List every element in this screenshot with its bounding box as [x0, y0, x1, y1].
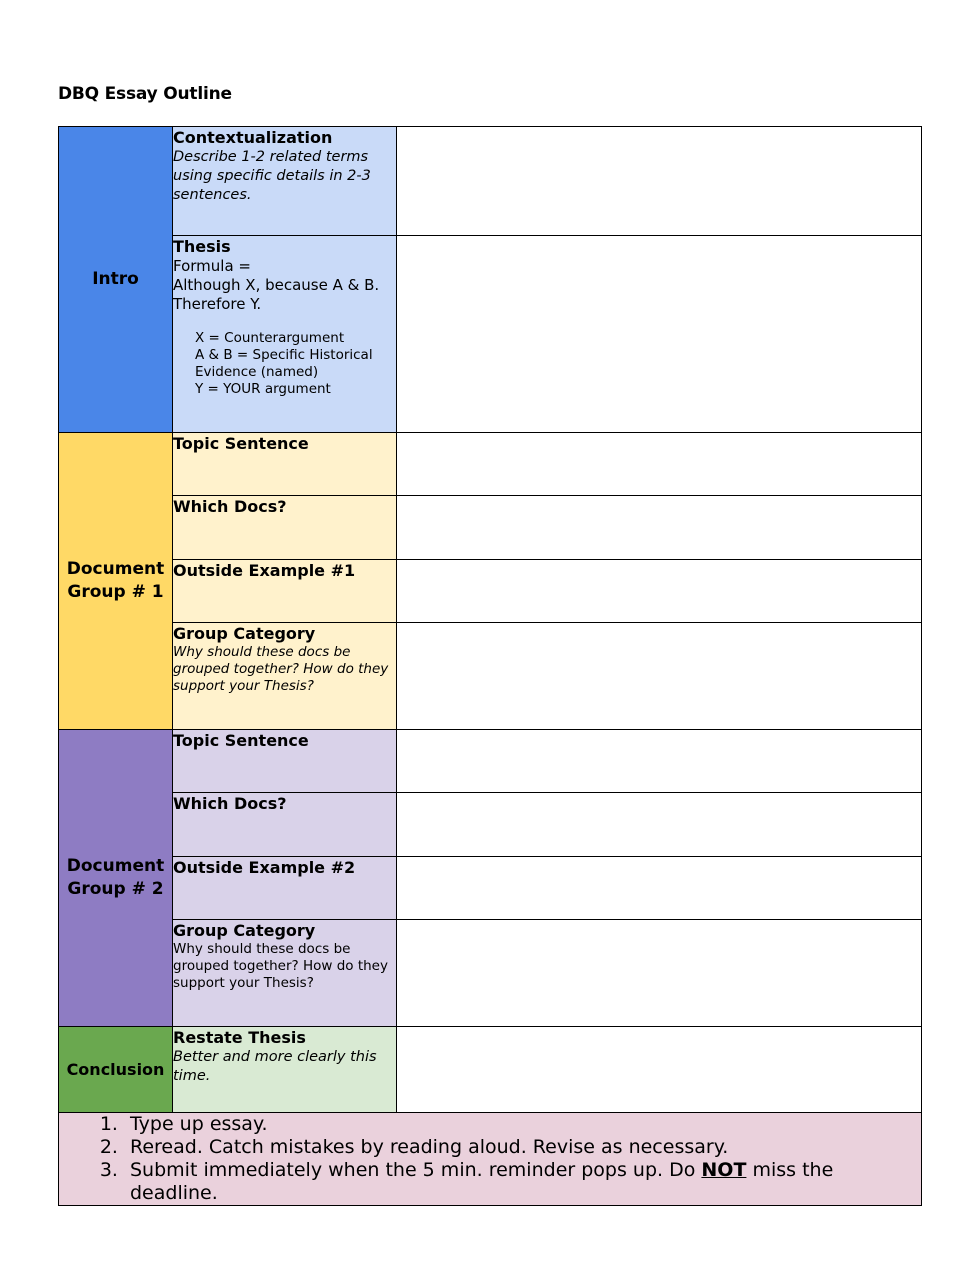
label-restate-thesis: [173, 1027, 397, 1113]
answer-g1-docs[interactable]: [397, 496, 922, 560]
section-document-group-2: Document Group # 2: [59, 730, 173, 1027]
g2-category-desc: Why should these docs be grouped together? How do they support your Thesis?: [173, 941, 388, 991]
answer-g2-outside[interactable]: [397, 857, 922, 920]
contextualization-desc: Describe 1-2 related terms using specific details in 2-3 sentences.: [173, 149, 371, 203]
row-g1-topic: [59, 433, 922, 496]
restate-thesis-desc: Better and more clearly this time.: [173, 1049, 377, 1084]
row-g2-topic: [59, 730, 922, 793]
step-3-emphasis: NOT: [701, 1159, 747, 1181]
label-g1-outside: [173, 560, 397, 623]
thesis-formula: Although X, because A & B. Therefore Y.: [173, 276, 380, 313]
label-contextualization: [173, 127, 397, 236]
restate-thesis-title: Restate Thesis: [173, 1028, 306, 1047]
row-g2-docs: [59, 793, 922, 857]
step-1: 1. Type up essay.: [124, 1113, 921, 1136]
answer-g2-docs[interactable]: [397, 793, 922, 857]
steps-list: [59, 1113, 921, 1205]
g2-topic-title: Topic Sentence: [173, 731, 309, 750]
step-3-text-end: miss the deadline.: [130, 1159, 834, 1204]
g2-category-title: Group Category: [173, 921, 316, 940]
row-g1-docs: [59, 496, 922, 560]
answer-g1-topic[interactable]: [397, 433, 922, 496]
row-steps: [59, 1113, 922, 1206]
steps-box: [59, 1113, 922, 1206]
g1-category-desc: Why should these docs be grouped together? How do they support your Thesis?: [173, 644, 389, 694]
g1-topic-title: Topic Sentence: [173, 434, 309, 453]
label-g2-topic: [173, 730, 397, 793]
answer-g2-category[interactable]: [397, 920, 922, 1027]
label-g2-docs: [173, 793, 397, 857]
answer-contextualization[interactable]: [397, 127, 922, 236]
answer-g1-category[interactable]: [397, 623, 922, 730]
row-g2-outside: [59, 857, 922, 920]
label-g1-category: [173, 623, 397, 730]
answer-conclusion[interactable]: [397, 1027, 922, 1113]
answer-g2-topic[interactable]: [397, 730, 922, 793]
answer-thesis[interactable]: [397, 236, 922, 433]
thesis-key-x: X = Counterargument: [195, 330, 345, 346]
g1-category-title: Group Category: [173, 624, 316, 643]
outline-table: [58, 126, 922, 1206]
thesis-formula-key: [195, 330, 396, 398]
row-thesis: [59, 236, 922, 433]
row-conclusion: [59, 1027, 922, 1113]
contextualization-title: Contextualization: [173, 128, 333, 147]
g1-docs-title: Which Docs?: [173, 497, 287, 516]
label-g1-docs: [173, 496, 397, 560]
answer-g1-outside[interactable]: [397, 560, 922, 623]
g1-outside-title: Outside Example #1: [173, 561, 356, 580]
step-3-text: Submit immediately when the 5 min. reminder pops up. Do: [130, 1159, 702, 1181]
thesis-title: Thesis: [173, 237, 231, 256]
row-g1-category: [59, 623, 922, 730]
section-conclusion: Conclusion: [59, 1027, 173, 1113]
label-g2-category: [173, 920, 397, 1027]
section-document-group-1: Document Group # 1: [59, 433, 173, 730]
section-intro: Intro: [59, 127, 173, 433]
row-contextualization: [59, 127, 922, 236]
label-g2-outside: [173, 857, 397, 920]
row-g2-category: [59, 920, 922, 1027]
label-g1-topic: [173, 433, 397, 496]
label-thesis: [173, 236, 397, 433]
step-2: 2. Reread. Catch mistakes by reading aloud. Revise as necessary.: [124, 1136, 921, 1159]
document-title: DBQ Essay Outline: [58, 84, 232, 104]
step-3: [124, 1159, 921, 1205]
thesis-key-ab: A & B = Specific Historical Evidence (named): [195, 347, 373, 380]
row-g1-outside: [59, 560, 922, 623]
g2-outside-title: Outside Example #2: [173, 858, 356, 877]
thesis-formula-label: Formula =: [173, 257, 251, 275]
thesis-key-y: Y = YOUR argument: [195, 381, 331, 397]
g2-docs-title: Which Docs?: [173, 794, 287, 813]
